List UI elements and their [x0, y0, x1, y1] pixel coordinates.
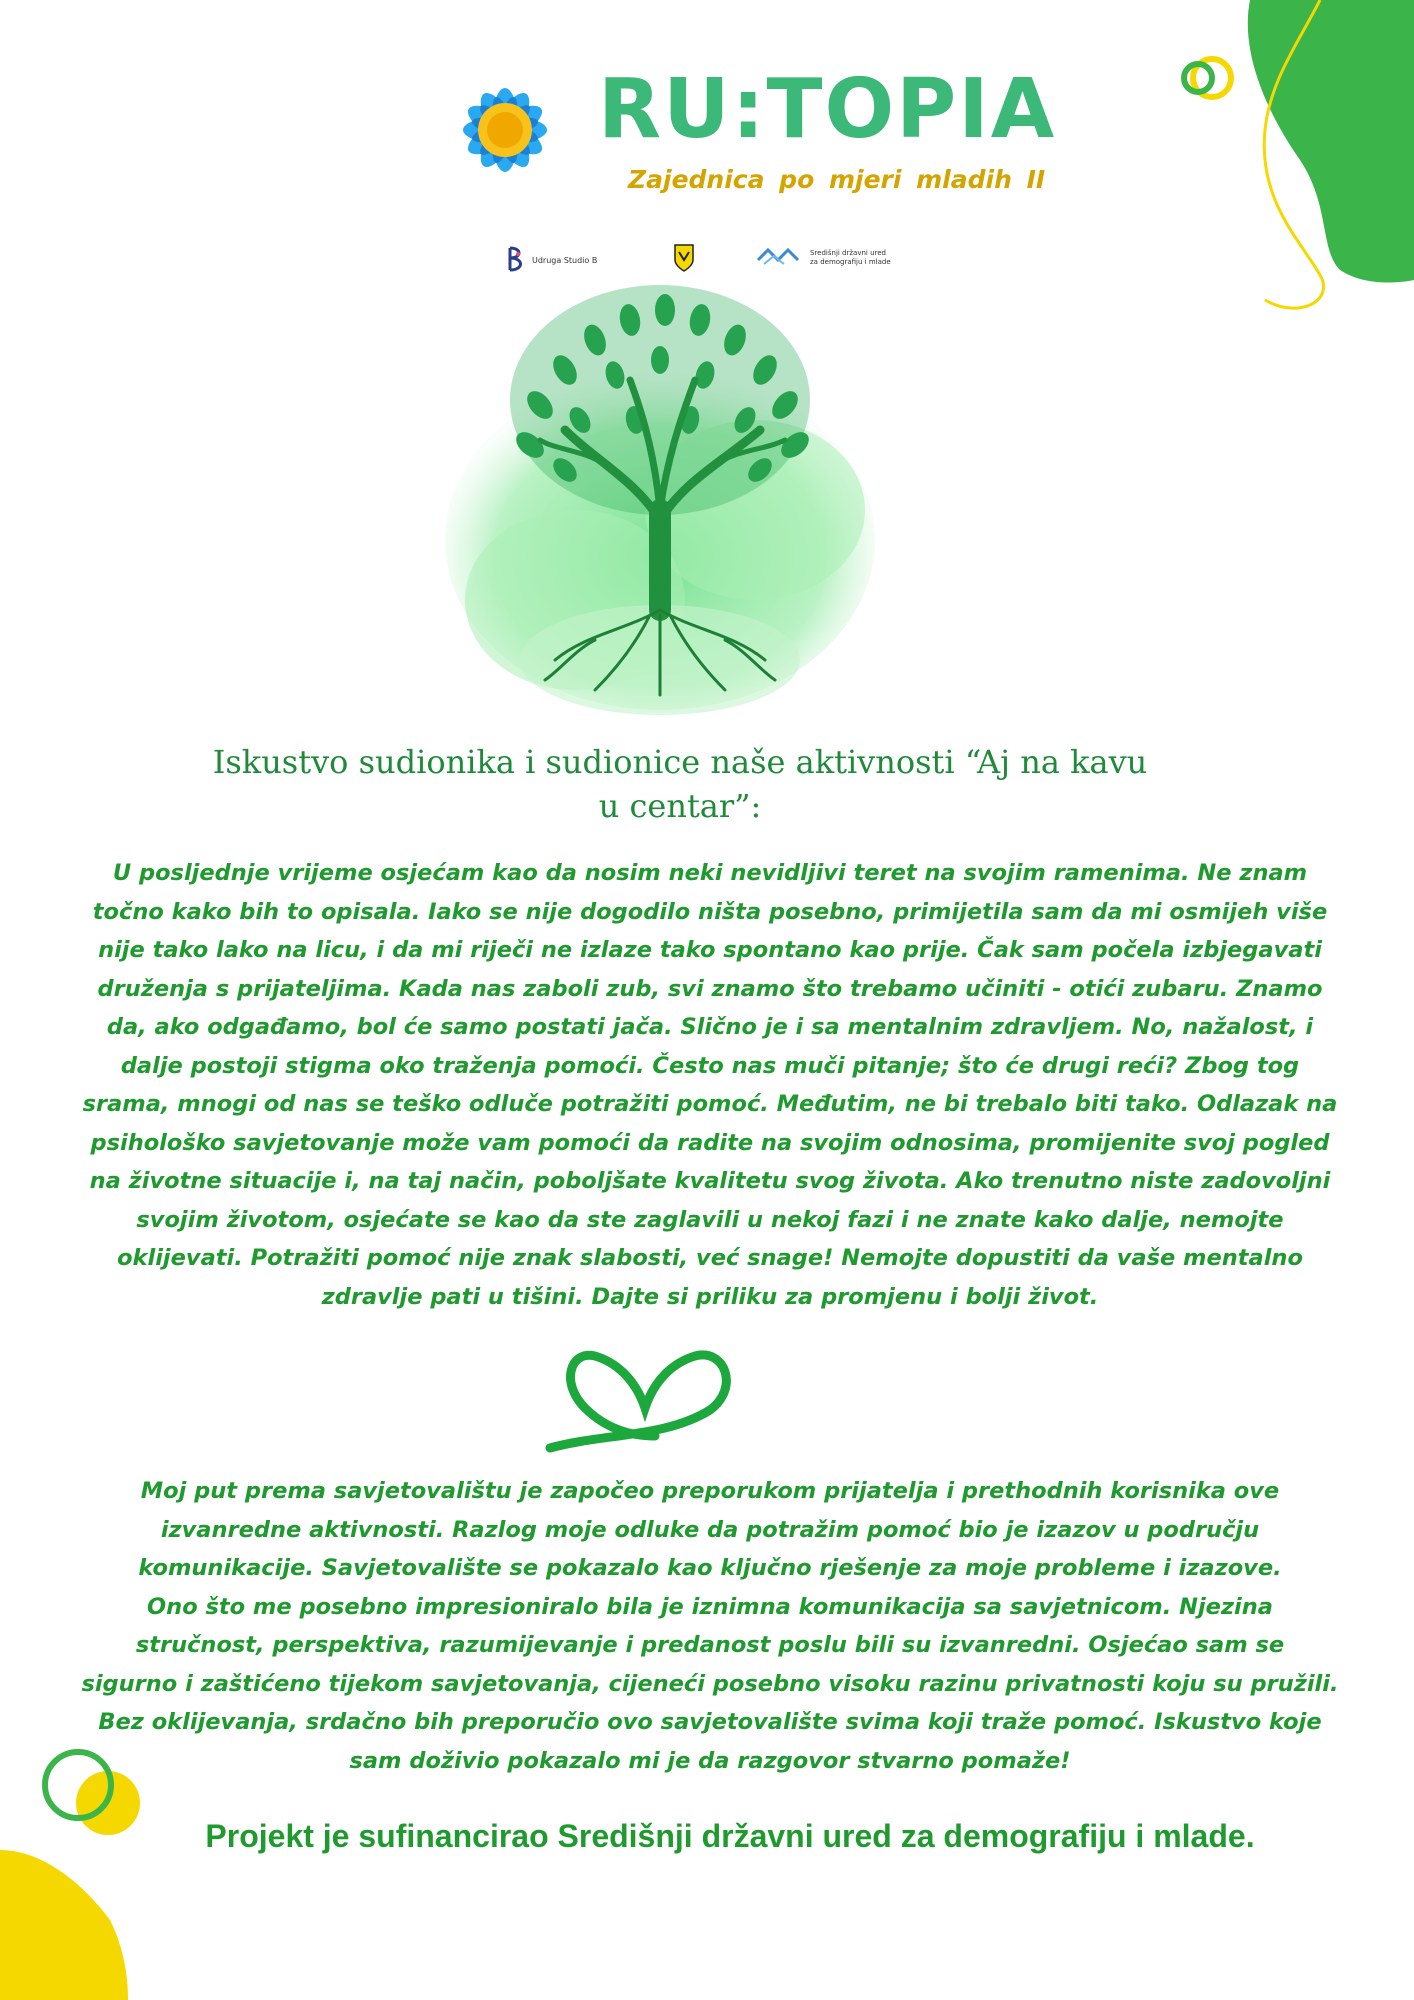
coat-of-arms-icon — [674, 244, 694, 272]
text-line: svojim životom, osjećate se kao da ste zaglavili u nekoj fazi i ne znate kako dalje, nemojte — [136, 1206, 1284, 1233]
office-label-line1: Središnji državni ured — [810, 249, 887, 257]
testimonial-2 — [40, 1472, 1380, 1780]
text-line: nije tako lako na licu, i da mi riječi ne izlaze tako spontano kao prije. Čak sam počela izbjegavati — [98, 937, 1322, 963]
funding-statement: Projekt je sufinancirao Središnji državni ured za demografiju i mlade. — [205, 1818, 1255, 1854]
heading-line-1: Iskustvo sudionika i sudionice naše aktivnosti “Aj na kavu — [212, 743, 1148, 781]
text-line: zdravlje pati u tišini. Dajte si priliku za promjenu i bolji život. — [321, 1283, 1099, 1310]
text-line: na životne situacije i, na taj način, poboljšate kvalitetu svog života. Ako trenutno niste zadovoljni — [89, 1168, 1331, 1194]
green-blob-top-right — [1248, 0, 1414, 283]
text-line: Ono što me posebno impresioniralo bila je iznimna komunikacija sa savjetnicom. Njezina — [147, 1593, 1273, 1620]
studio-b-label: Udruga Studio B — [532, 256, 598, 265]
testimonial-1 — [40, 854, 1380, 1316]
text-line: sam doživio pokazalo mi je da razgovor stvarno pomaže! — [349, 1747, 1071, 1774]
studio-b-logo-icon — [506, 246, 528, 272]
rutopia-logo — [420, 55, 1057, 205]
text-line: da, ako odgađamo, bol će samo postati jača. Slično je i sa mentalnim zdravljem. No, nažalost, i — [106, 1014, 1314, 1040]
sun-flower-icon — [420, 55, 590, 205]
activity-heading — [100, 740, 1260, 828]
heading-line-2: u centar”: — [598, 787, 762, 825]
text-line: psihološko savjetovanje može vam pomoći da radite na svojim odnosima, promijenite svoj pogled — [90, 1129, 1330, 1156]
text-line: srama, mnogi od nas se teško odluče potražiti pomoć. Međutim, ne bi trebalo biti tako. Odlazak na — [82, 1091, 1338, 1117]
office-label-line2: za demografiju i mlade — [810, 258, 891, 266]
office-logo-icon — [756, 246, 804, 270]
text-line: sigurno i zaštićeno tijekom savjetovanja, cijeneći posebno visoku razinu privatnosti koju su pružili. — [81, 1670, 1339, 1697]
text-line: oklijevati. Potražiti pomoć nije znak slabosti, već snage! Nemojte dopustiti da vaše mentalno — [117, 1245, 1303, 1271]
text-line: U posljednje vrijeme osjećam kao da nosim neki nevidljivi teret na svojim ramenima. Ne znam — [112, 860, 1308, 886]
tree-illustration — [445, 280, 875, 720]
text-line: druženja s prijateljima. Kada nas zaboli zub, svi znamo što trebamo učiniti - otići zubaru. Znamo — [97, 975, 1323, 1002]
text-line: Moj put prema savjetovalištu je započeo preporukom prijatelja i prethodnih korisnika ove — [140, 1478, 1280, 1504]
logo-subtitle: Zajednica po mjeri mladih II — [628, 165, 1046, 194]
text-line: stručnost, perspektiva, razumijevanje i predanost poslu bili su izvanredni. Osjećao sam se — [135, 1632, 1285, 1658]
text-line: komunikacije. Savjetovalište se pokazalo kao ključno rješenje za moje probleme i izazove. — [138, 1555, 1282, 1581]
text-line: Bez oklijevanja, srdačno bih preporučio ovo savjetovalište svima koji traže pomoć. Iskustvo koje — [98, 1709, 1322, 1735]
text-line: dalje postoji stigma oko traženja pomoći. Često nas muči pitanje; što će drugi reći? Zbog tog — [120, 1052, 1300, 1079]
text-line: izvanredne aktivnosti. Razlog moje odluke da potražim pomoć bio je izazov u području — [160, 1516, 1260, 1543]
partner-logos — [500, 240, 920, 280]
yellow-blob-bottom-left — [0, 1850, 128, 2000]
text-line: točno kako bih to opisala. Iako se nije dogodilo ništa posebno, primijetila sam da mi osmijeh više — [92, 898, 1328, 925]
logo-title: RU:TOPIA — [598, 62, 1057, 157]
heart-ribbon-icon — [545, 1338, 745, 1458]
